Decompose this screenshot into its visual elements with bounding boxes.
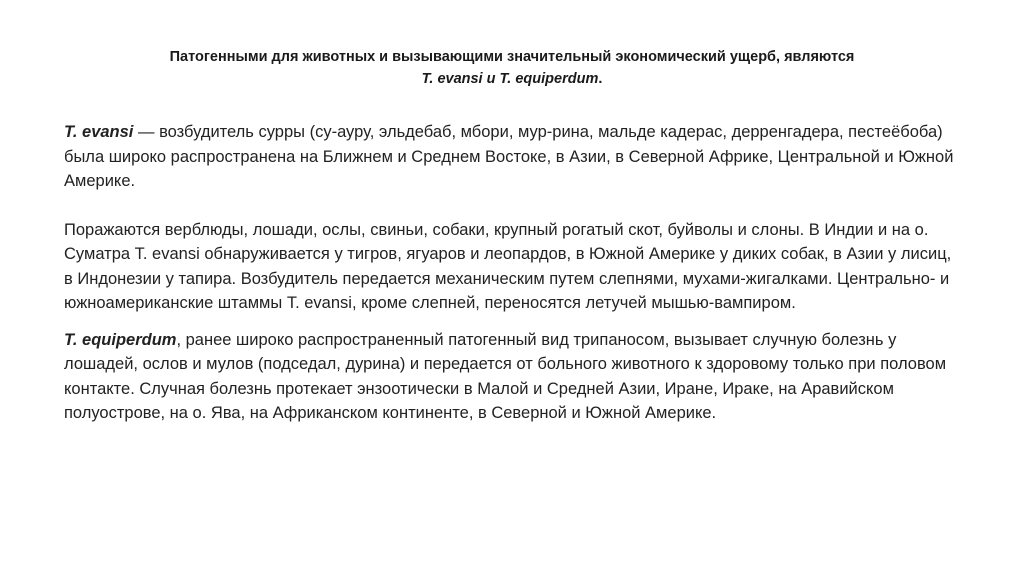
paragraph-equiperdum <box>64 328 964 426</box>
slide-title <box>60 46 964 90</box>
title-term-equiperdum: T. equiperdum <box>499 71 599 87</box>
title-term-evansi: T. evansi <box>421 71 483 87</box>
term-evansi: T. evansi <box>64 123 134 141</box>
paragraph-evansi-text: — возбудитель сурры (су-ауру, эльдебаб, мбори, мур-рина, мальде кадерас, дерренгадера, пестеёбоба) была широко распространена на Ближнем и Среднем Востоке, в Азии, в Северной Африке, Центральной и Южной Америке. <box>64 123 954 190</box>
title-line-2 <box>60 68 964 90</box>
title-conjunction: и <box>482 71 500 87</box>
term-equiperdum: T. equiperdum <box>64 330 177 349</box>
paragraph-hosts: Поражаются верблюды, лошади, ослы, свиньи, собаки, крупный рогатый скот, буйволы и слоны. В Индии и на о. Суматра T. evansi обнаруживается у тигров, ягуаров и леопардов, в Южной Америке у диких собак, в Азии у лисиц, в Индонезии у тапира. Возбудитель передается механическим путем слепнями, мухами-жигалками. Центрально- и южноамериканские штаммы T. evansi, кроме слепней, переносятся летучей мышью-вампиром. <box>64 220 952 312</box>
title-period: . <box>598 71 603 87</box>
title-line-1: Патогенными для животных и вызывающими значительный экономический ущерб, являются <box>169 49 855 65</box>
paragraph-evansi <box>64 120 964 194</box>
slide-body <box>64 120 964 426</box>
paragraph-equiperdum-text: , ранее широко распространенный патогенный вид трипаносом, вызывает случную болезнь у лошадей, ослов и мулов (подседал, дурина) и передается от больного животного к здоровому только при половом контакте. Случная болезнь протекает энзоотически в Малой и Средней Азии, Иране, Ираке, на Аравийском полуострове, на о. Ява, на Африканском континенте, в Северной и Южной Америке. <box>64 330 947 422</box>
paragraph-gap <box>64 194 964 218</box>
